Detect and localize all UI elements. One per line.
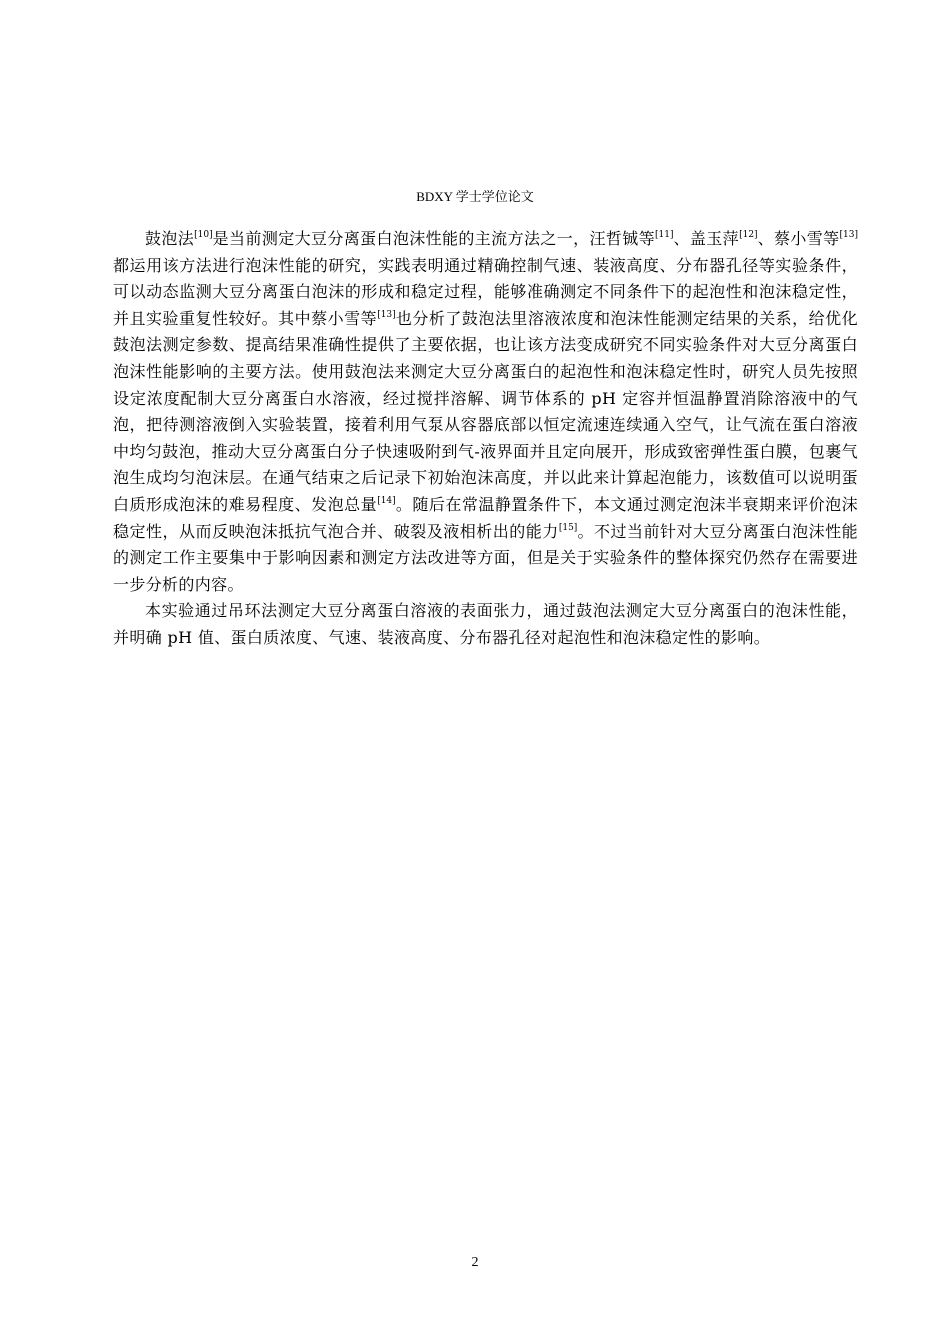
text-run: 。随后在常温静置条件下，本文通过测定泡沫半衰期来评价泡沫稳定性，从而反映泡沫抵抗气泡合并、破裂及液相析出的能力 [113,494,858,541]
text-run: 、盖玉萍 [673,229,740,248]
citation-ref: [12] [739,230,758,240]
paragraph-1 [113,226,858,598]
citation-ref: [13] [839,230,858,240]
text-run: 。不过当前针对大豆分离蛋白泡沫性能的测定工作主要集中于影响因素和测定方法改进等方面，但是关于实验条件的整体探究仍然存在需要进一步分析的内容。 [113,521,859,594]
citation-ref: [13] [377,309,396,320]
citation-ref: [14] [377,495,396,506]
citation-ref: [11] [655,230,674,240]
text-run: 鼓泡法 [145,229,195,248]
citation-ref: [15] [558,522,578,533]
page-number: 2 [471,1255,479,1270]
running-header: BDXY 学士学位论文 [416,189,534,204]
text-run: 本实验通过吊环法测定大豆分离蛋白溶液的表面张力，通过鼓泡法测定大豆分离蛋白的泡沫性能，并明确 pH 值、蛋白质浓度、气速、装液高度、分布器孔径对起泡性和泡沫稳定性的影响。 [113,601,858,647]
text-run: 都运用该方法进行泡沫性能的研究，实践表明通过精确控制气速、装液高度、分布器孔径等实验条件，可以动态监测大豆分离蛋白泡沫的形成和稳定过程，能够准确测定不同条件下的起泡性和泡沫稳定性，并且实验重复性较好。其中蔡小雪等 [113,255,858,328]
body-text [113,226,858,652]
citation-ref: [10] [194,230,213,240]
text-run: 、蔡小雪等 [757,229,840,248]
text-run: 是当前测定大豆分离蛋白泡沫性能的主流方法之一，汪哲铖等 [212,229,656,248]
paragraph-2 [113,598,858,651]
text-run: 也分析了鼓泡法里溶液浓度和泡沫性能测定结果的关系，给优化鼓泡法测定参数、提高结果准确性提供了主要依据，也让该方法变成研究不同实验条件对大豆分离蛋白泡沫性能影响的主要方法。使用鼓泡法来测定大豆分离蛋白的起泡性和泡沫稳定性时，研究人员先按照设定浓度配制大豆分离蛋白水溶液，经过搅拌溶解、调节体系的 pH 定容并恒温静置消除溶液中的气泡，把待测溶液倒入实验装置，接着利用气泵从容器底部以恒定流速连续通入空气，让气流在蛋白溶液中均匀鼓泡，推动大豆分离蛋白分子快速吸附到气-液界面并且定向展开，形成致密弹性蛋白膜，包裹气泡生成均匀泡沫层。在通气结束之后记录下初始泡沫高度，并以此来计算起泡能力，该数值可以说明蛋白质形成泡沫的难易程度、发泡总量 [113,308,858,514]
